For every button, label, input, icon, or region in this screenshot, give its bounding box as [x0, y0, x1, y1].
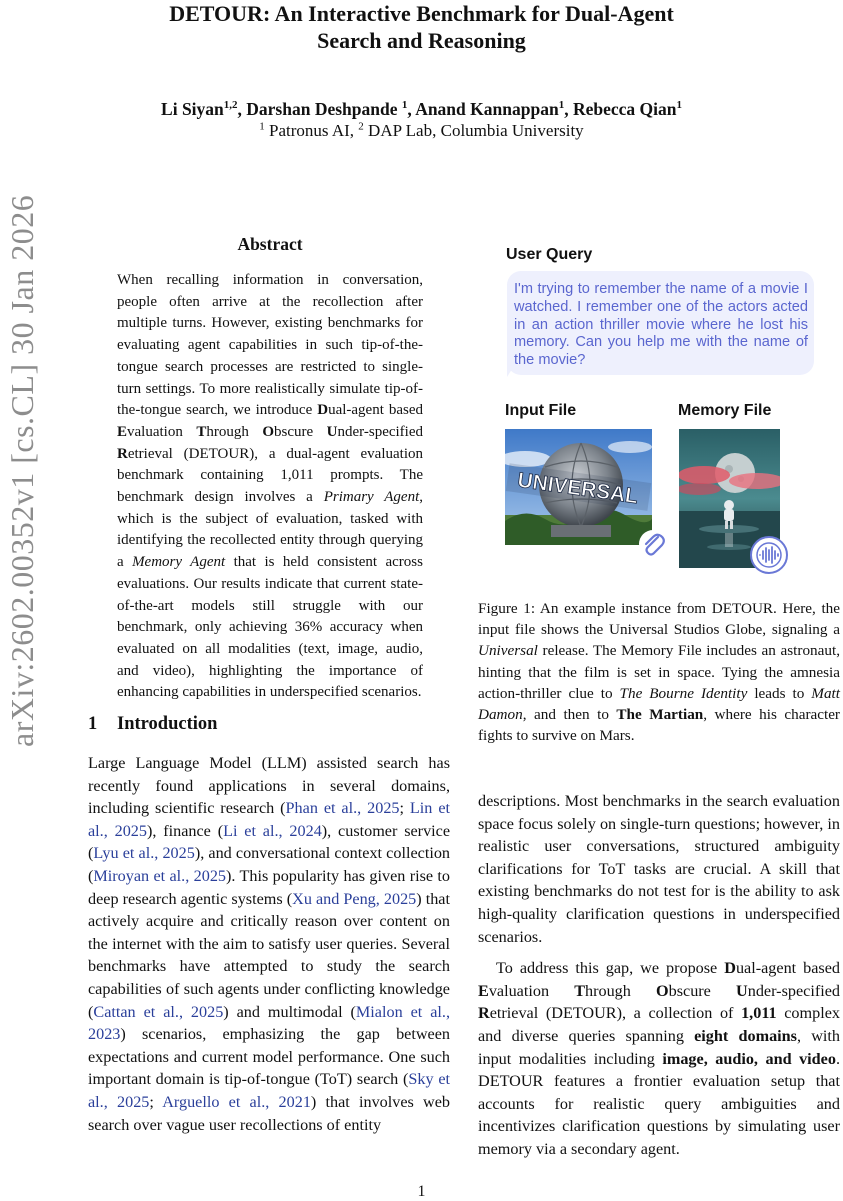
- citation-link[interactable]: Lin et al., 2025: [88, 799, 450, 840]
- abstract-heading: Abstract: [237, 234, 303, 254]
- citation-link[interactable]: Mialon et al., 2023: [88, 1002, 450, 1044]
- arxiv-stamp: arXiv:2602.00352v1 [cs.CL] 30 Jan 2026: [4, 194, 40, 747]
- author-sup: 1: [676, 99, 682, 112]
- memory-file-label: Memory File: [678, 402, 772, 419]
- affil-name: Patronus AI: [269, 121, 350, 140]
- introduction-paragraph: Large Language Model (LLM) assisted search has recently found applications in several domains, including scientific research (Phan et al., 2025; Lin et al., 2025), finance (Li et al., 2024), customer service (Lyu et al., 2025), and conversational context collection (Miroyan et al., 2025). This popularity has given rise to deep research agentic systems (Xu and Peng, 2025) that actively acquire and critically reason over content on the internet with the aim to satisfy user queries. Several benchmarks have attempted to study the search capabilities of such agents under conflicting knowledge (Cattan et al., 2025) and multimodal (Mialon et al., 2023) scenarios, emphasizing the gap between expectations and current model performance. One such important domain is tip-of-tongue (ToT) search (Sky et al., 2025; Arguello et al., 2021) that involves web search over vague user recollections of entity: [88, 754, 451, 1134]
- affiliations: $^1$ Patronus AI, $^2$ DAP Lab, Columbia University: [259, 120, 584, 140]
- citation-link[interactable]: Cattan et al., 2025: [93, 1002, 224, 1021]
- citation-link[interactable]: Xu and Peng, 2025: [292, 889, 417, 908]
- right-column-body: [478, 790, 840, 1161]
- page-number: 1: [417, 1183, 426, 1200]
- abstract-body: When recalling information in conversation, people often arrive at the recollection after multiple turns. However, existing benchmarks for evaluating agent capabilities in such tip-of-the-tongue search processes are restricted to single-turn settings. To more realistically simulate tip-of-the-tongue search, we introduce Dual-agent based Evaluation Through Obscure Under-specified Retrieval (DETOUR), a dual-agent evaluation benchmark containing 1,011 prompts. The benchmark design involves a Primary Agent, which is the subject of evaluation, tasked with identifying the recollected entity through querying a Memory Agent that is held consistent across evaluations. Our results indicate that current state-of-the-art models still struggle with our benchmark, only achieving 36% accuracy when evaluated on all modalities (text, image, audio, and video), highlighting the importance of enhancing capabilities in underspecified scenarios.: [117, 272, 424, 701]
- author-name: Li Siyan: [161, 99, 224, 119]
- body-paragraph: To address this gap, we propose Dual-agent based Evaluation Through Obscure Under-specified Retrieval (DETOUR), a collection of 1,011 complex and diverse queries spanning eight domains, with input modalities including image, audio, and video. DETOUR features a frontier evaluation setup that accounts for realistic query ambiguities and incentivizes clarification questions by simulating user memory via a secondary agent.: [478, 959, 841, 1158]
- affil-sup: 1: [259, 120, 265, 133]
- citation-link[interactable]: Miroyan et al., 2025: [93, 866, 226, 885]
- globe-lettering: UNIVERSAL: [516, 468, 640, 509]
- audio-wave-icon: [749, 535, 789, 575]
- citation-link[interactable]: Arguello et al., 2021: [162, 1092, 311, 1111]
- author-sup: 1,2: [223, 99, 238, 112]
- user-query-label: User Query: [506, 246, 593, 263]
- paper-title: [0, 0, 843, 54]
- input-file-label: Input File: [505, 402, 577, 419]
- title-line-2: Search and Reasoning: [317, 28, 526, 53]
- user-query-text: I'm trying to remember the name of a movie I watched. I remember one of the actors acted in an action thriller movie where he lost his memory. Can you help me with the name of the movie?: [514, 281, 808, 369]
- section-heading-introduction: 1 Introduction: [88, 714, 218, 734]
- citation-link[interactable]: Phan et al., 2025: [285, 799, 400, 818]
- author-list: Li Siyan$^{1,2}$, Darshan Deshpande $^1$, Anand Kannappan$^1$, Rebecca Qian$^1$: [161, 99, 682, 119]
- paperclip-icon: [638, 529, 668, 559]
- figure-1: [487, 237, 833, 582]
- author-name: Darshan Deshpande: [246, 99, 398, 119]
- body-paragraph: descriptions. Most benchmarks in the search evaluation space focus solely on single-turn questions; however, in realistic user conversations, structured ambiguity clarifications for ToT tasks are crucial. A skill that existing benchmarks do not test for is the ability to ask high-quality clarification questions in underspecified scenarios.: [478, 792, 840, 946]
- figure-1-caption: Figure 1: An example instance from DETOUR. Here, the input file shows the Universal Studios Globe, signaling a Universal release. The Memory File includes an astronaut, hinting that the film is set in space. Tying the amnesia action-thriller clue to The Bourne Identity leads to Matt Damon, and then to The Martian, where his character fights to survive on Mars.: [478, 600, 840, 745]
- citation-link[interactable]: Sky et al., 2025: [88, 1070, 451, 1111]
- author-name: Anand Kannappan: [415, 99, 559, 119]
- affil-sup: 2: [358, 120, 364, 133]
- affil-name: DAP Lab, Columbia University: [368, 121, 584, 140]
- author-name: Rebecca Qian: [572, 99, 677, 119]
- citation-link[interactable]: Lyu et al., 2025: [93, 844, 195, 863]
- title-line-1: DETOUR: An Interactive Benchmark for Dual-Agent: [169, 1, 674, 26]
- author-sup: 1: [558, 99, 565, 112]
- universal-globe-image: [505, 429, 652, 545]
- author-sup: 1: [401, 99, 408, 112]
- citation-link[interactable]: Li et al., 2024: [223, 821, 322, 840]
